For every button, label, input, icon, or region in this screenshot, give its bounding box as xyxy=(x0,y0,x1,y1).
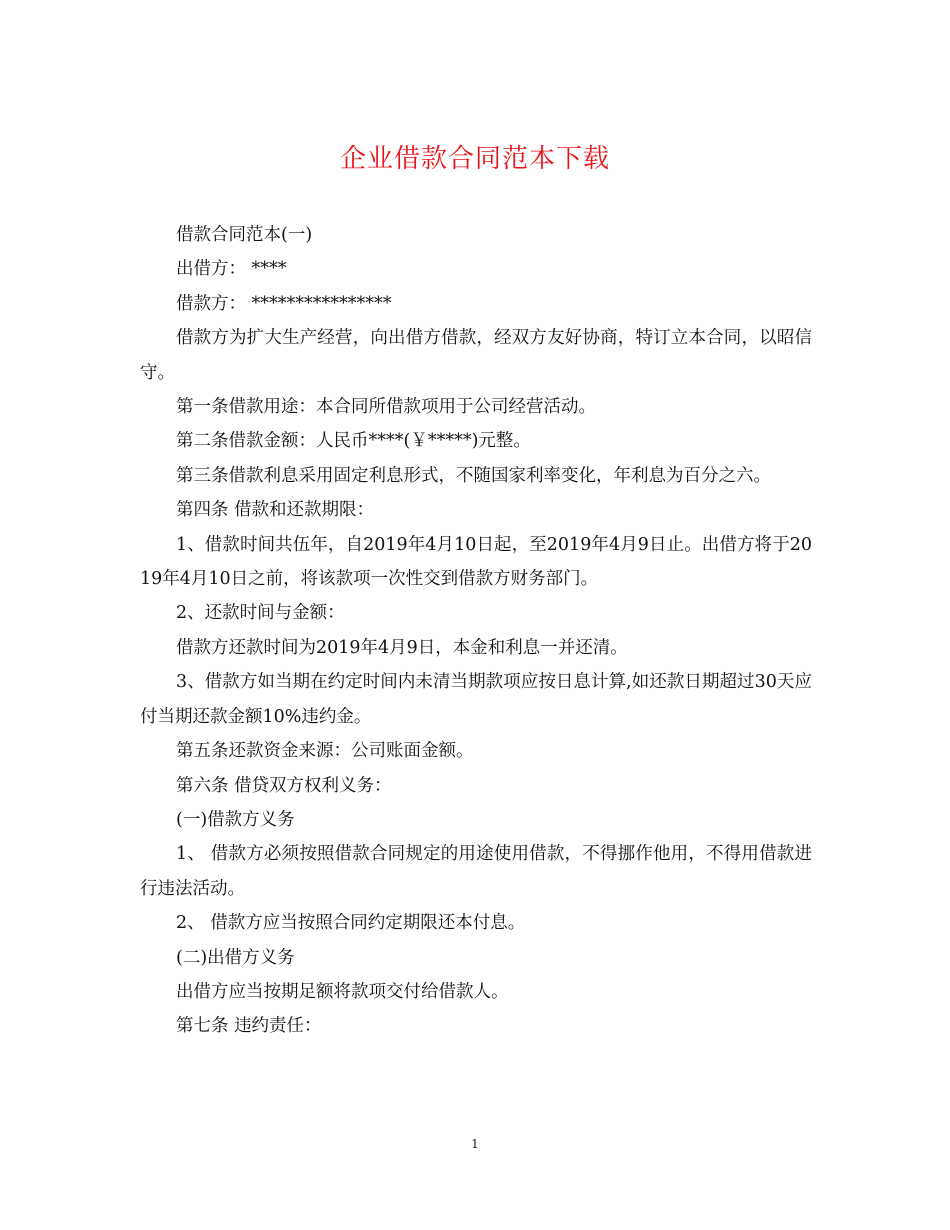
paragraph-article-7: 第七条 违约责任： xyxy=(176,1016,322,1037)
document-title: 企业借款合同范本下载 xyxy=(339,144,610,174)
paragraph-lender-duties-heading: (二)出借方义务 xyxy=(176,947,295,968)
page-number: 1 xyxy=(471,1137,479,1151)
paragraph-article-3: 第三条借款利息采用固定利息形式，不随国家利率变化，年利息为百分之六。 xyxy=(176,465,771,486)
paragraph-borrower-duty-2: 2、 借款方应当按照合同约定期限还本付息。 xyxy=(176,913,526,934)
paragraph-contract-heading: 借款合同范本(一) xyxy=(176,225,313,245)
paragraph-loan-term: 1、借款时间共伍年，自2019年4月10日起，至2019年4月9日止。出借方将于2019年4月10日之前，将该款项一次性交到借款方财务部门。 xyxy=(140,534,812,590)
paragraph-article-6: 第六条 借贷双方权利义务： xyxy=(176,775,392,796)
paragraph-penalty: 3、借款方如当期在约定时间内未清当期款项应按日息计算,如还款日期超过30天应付当期还款金额10%违约金。 xyxy=(140,672,812,727)
paragraph-borrower-duties-heading: (一)借款方义务 xyxy=(176,809,295,830)
paragraph-lender-duty: 出借方应当按期足额将款项交付给借款人。 xyxy=(176,981,509,1002)
paragraph-article-5: 第五条还款资金来源：公司账面金额。 xyxy=(176,741,474,762)
paragraph-article-4: 第四条 借款和还款期限： xyxy=(176,500,375,521)
paragraph-article-2: 第二条借款金额：人民币****(￥*****)元整。 xyxy=(176,431,531,452)
paragraph-article-1: 第一条借款用途：本合同所借款项用于公司经营活动。 xyxy=(176,397,596,418)
paragraph-borrower-duty-1: 1、 借款方必须按照借款合同规定的用途使用借款，不得挪作他用，不得用借款进行违法活动。 xyxy=(140,844,812,899)
paragraph-repayment-heading: 2、还款时间与金额： xyxy=(176,603,345,624)
paragraph-preamble: 借款方为扩大生产经营，向出借方借款，经双方友好协商，特订立本合同，以昭信守。 xyxy=(140,328,812,383)
paragraph-borrower: 借款方： **************** xyxy=(176,293,392,314)
document-body xyxy=(140,218,812,1044)
paragraph-lender: 出借方： **** xyxy=(176,259,287,280)
paragraph-repayment-date: 借款方还款时间为2019年4月9日，本金和利息一并还清。 xyxy=(176,637,628,658)
